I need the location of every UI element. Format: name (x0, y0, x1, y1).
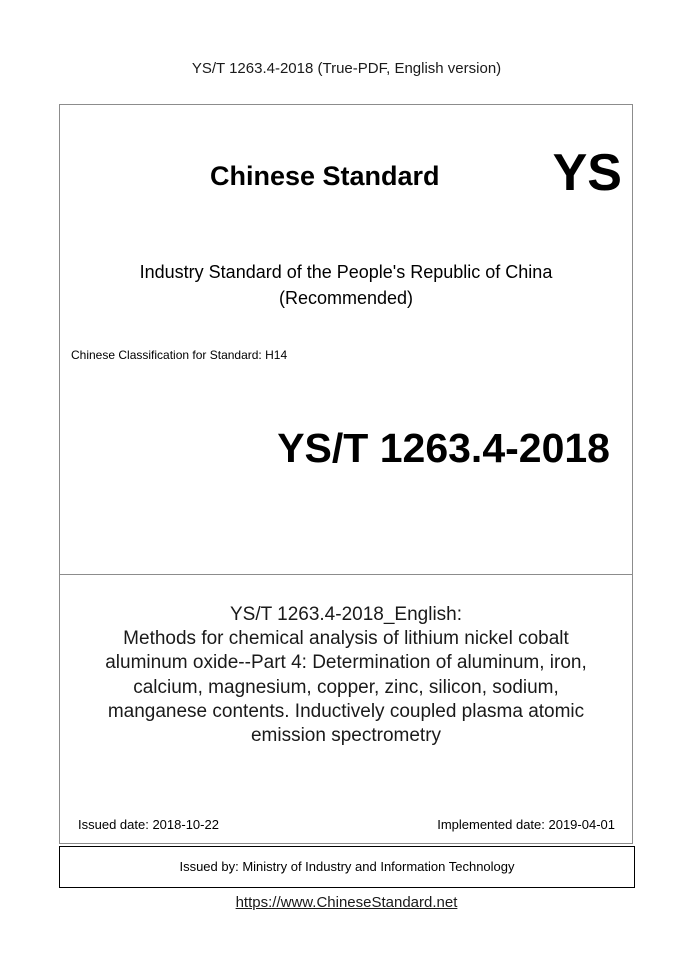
chinese-standard-heading: Chinese Standard (210, 161, 440, 191)
implemented-date: Implemented date: 2019-04-01 (437, 817, 615, 832)
page-header: YS/T 1263.4-2018 (True-PDF, English version) (191, 60, 502, 77)
cover-lower-section (60, 575, 632, 843)
recommended-line: (Recommended) (278, 288, 414, 308)
standard-number: YS/T 1263.4-2018 (277, 425, 610, 471)
issued-date: Issued date: 2018-10-22 (78, 817, 219, 832)
document-title (74, 603, 618, 748)
title-line: manganese contents. Inductively coupled plasma atomic (107, 700, 585, 722)
industry-standard-block (60, 259, 632, 311)
title-line: emission spectrometry (250, 725, 442, 747)
title-line: Methods for chemical analysis of lithium nickel cobalt (123, 628, 569, 650)
cover-box (59, 104, 633, 844)
title-line: YS/T 1263.4-2018_English: (229, 604, 463, 625)
website-link[interactable]: https://www.ChineseStandard.net (235, 894, 458, 911)
ys-mark: YS (552, 144, 622, 202)
title-line: aluminum oxide--Part 4: Determination of aluminum, iron, (105, 652, 587, 674)
cover-upper-section (60, 105, 632, 575)
classification-label: Chinese Classification for Standard: H14 (71, 348, 288, 362)
issuer-box: Issued by: Ministry of Industry and Information Technology (59, 846, 635, 888)
title-line: calcium, magnesium, copper, zinc, silicon, sodium, (133, 676, 559, 698)
industry-standard-line: Industry Standard of the People's Republic of China (139, 262, 553, 282)
